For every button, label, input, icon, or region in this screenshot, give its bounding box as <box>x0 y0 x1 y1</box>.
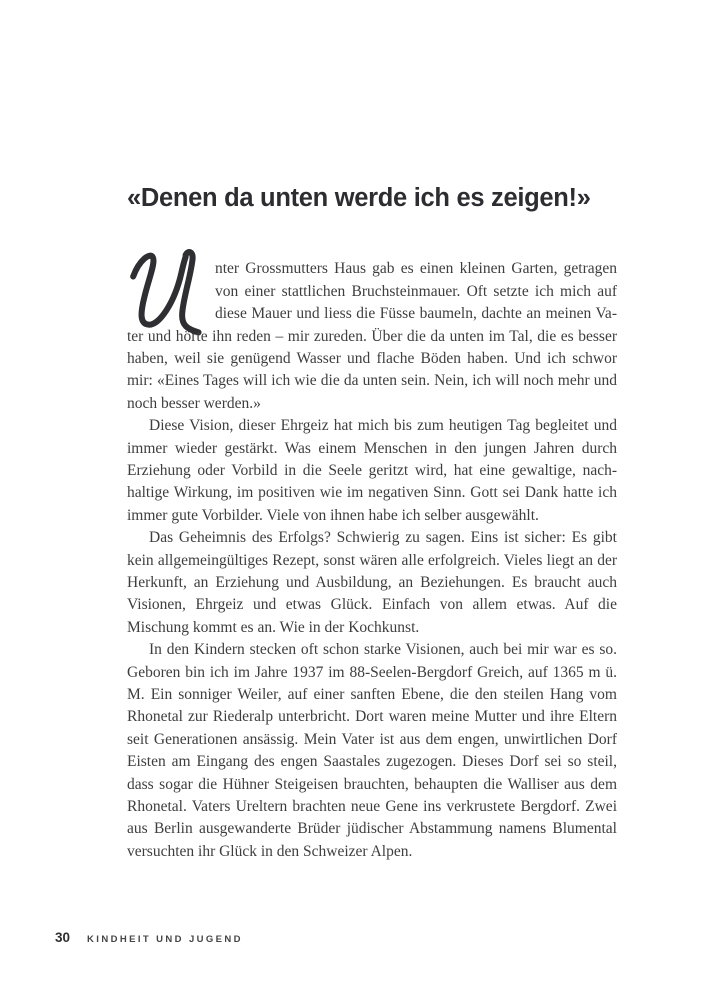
running-section-title: KINDHEIT UND JUGEND <box>87 934 243 945</box>
paragraph-2: Diese Vision, dieser Ehrgeiz hat mich bis zum heutigen Tag begleitet und immer wieder gestärkt. Was einem Menschen in den jungen Jahren durch Erziehung oder Vorbild in die Seele geritzt wird, hat eine gewaltige, nachhaltige Wirkung, im positiven wie im negativen Sinn. Gott sei Dank hatte ich immer gute Vorbilder. Viele von ihnen habe ich selber ausgewählt. <box>127 417 617 524</box>
page-footer <box>55 930 243 945</box>
paragraph-1 <box>127 258 617 415</box>
paragraph-3: Das Geheimnis des Erfolgs? Schwierig zu sagen. Eins ist sicher: Es gibt kein allgemeingültiges Rezept, sonst wären alle erfolgreich. Vieles liegt an der Herkunft, an Erziehung und Ausbildung, an Beziehungen. Es braucht auch Visionen, Ehrgeiz und etwas Glück. Einfach von allem etwas. Auf die Mischung kommt es an. Wie in der Kochkunst. <box>127 529 617 636</box>
script-letter-u-icon <box>127 249 203 335</box>
chapter-heading: «Denen da unten werde ich es zeigen!» <box>127 184 591 212</box>
page-content <box>127 184 617 863</box>
body-text <box>127 258 617 863</box>
drop-cap <box>127 258 215 324</box>
paragraph-4: In den Kindern stecken oft schon starke Visionen, auch bei mir war es so. Geboren bin ich im Jahre 1937 im 88-Seelen-Bergdorf Greich, auf 1365 m ü. M. Ein sonniger Weiler, auf einer sanften Ebene, die den steilen Hang vom Rhonetal zur Riederalp unterbricht. Dort waren meine Mutter und ihre Eltern seit Generationen ansässig. Mein Vater ist aus dem engen, unwirtlichen Dorf Eisten am Eingang des engen Saastales zugezogen. Dieses Dorf sei so steil, dass sogar die Hühner Steigeisen brauchten, behaupten die Walliser aus dem Rhonetal. Vaters Ureltern brachten neue Gene ins verkrustete Bergdorf. Zwei aus Berlin ausgewanderte Brüder jüdischer Abstammung namens Blumental versuchten ihr Glück in den Schweizer Alpen. <box>127 641 617 860</box>
paragraph-text: nter Grossmutters Haus gab es einen kleinen Garten, getragen von einer stattlichen Bruchsteinmauer. Oft setzte ich mich auf diese Mauer und liess die Füsse baumeln, dachte an meinen Vater und hörte ihn reden – mir zureden. Über die da unten im Tal, die es besser haben, weil sie genügend Wasser und flache Böden haben. Und ich schwor mir: «Eines Tages will ich wie die da unten sein. Nein, ich will noch mehr und noch besser werden.» <box>127 260 617 412</box>
page-number: 30 <box>55 930 71 945</box>
